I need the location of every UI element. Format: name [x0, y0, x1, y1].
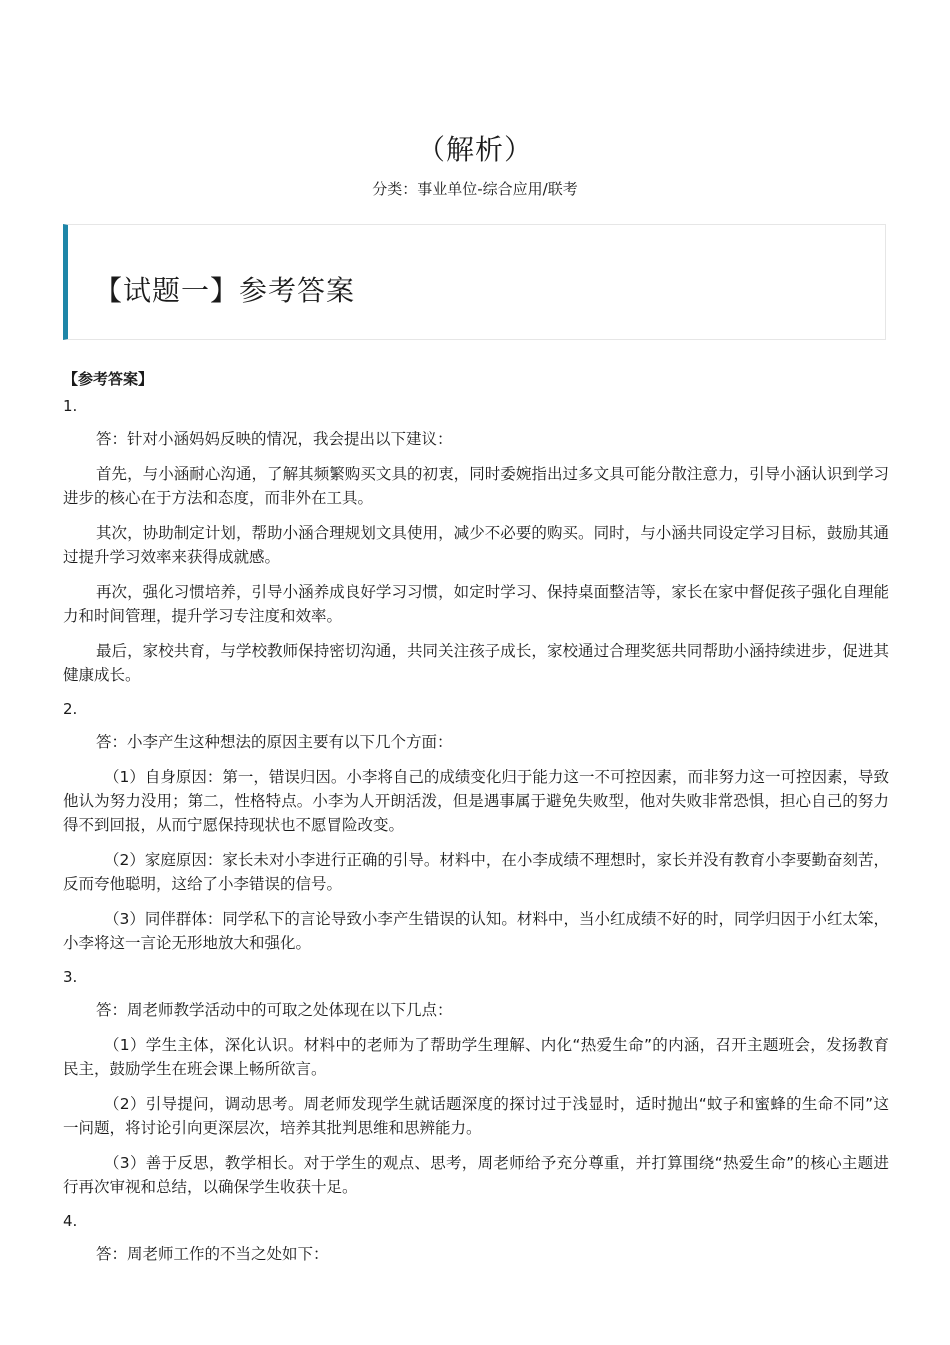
answer-paragraph: （3）善于反思，教学相长。对于学生的观点、思考，周老师给予充分尊重，并打算围绕“热爱生命”的核心主题进行再次审视和总结，以确保学生收获十足。: [63, 1154, 889, 1196]
document-title: （解析）: [416, 133, 533, 166]
question-block-2: [63, 698, 889, 955]
question-number: 3.: [63, 968, 78, 986]
answer-label: 【参考答案】: [63, 370, 154, 388]
question-block-4: [63, 1210, 889, 1266]
answer-paragraph: （2）家庭原因：家长未对小李进行正确的引导。材料中，在小李成绩不理想时，家长并没有教育小李要勤奋刻苦，反而夸他聪明，这给了小李错误的信号。: [63, 851, 889, 893]
answer-paragraph: （3）同伴群体：同学私下的言论导致小李产生错误的认知。材料中，当小红成绩不好的时，同学归因于小红太笨，小李将这一言论无形地放大和强化。: [63, 910, 889, 952]
answer-paragraph: （1）学生主体，深化认识。材料中的老师为了帮助学生理解、内化“热爱生命”的内涵，召开主题班会，发扬教育民主，鼓励学生在班会课上畅所欲言。: [63, 1036, 889, 1078]
section-heading: 【试题一】参考答案: [94, 274, 356, 307]
section-header-box: [63, 224, 886, 340]
answer-paragraph: 再次，强化习惯培养，引导小涵养成良好学习习惯，如定时学习、保持桌面整洁等，家长在家中督促孩子强化自理能力和时间管理，提升学习专注度和效率。: [63, 583, 889, 625]
answer-paragraph: 答：周老师教学活动中的可取之处体现在以下几点：: [96, 1001, 453, 1019]
question-block-3: [63, 966, 889, 1199]
answer-paragraph: 答：针对小涵妈妈反映的情况，我会提出以下建议：: [96, 430, 453, 448]
answer-paragraph: 答：周老师工作的不当之处如下：: [96, 1245, 329, 1263]
question-number: 2.: [63, 700, 78, 718]
answer-paragraph: （2）引导提问，调动思考。周老师发现学生就话题深度的探讨过于浅显时，适时抛出“蚊子和蜜蜂的生命不同”这一问题，将讨论引向更深层次，培养其批判思维和思辨能力。: [63, 1095, 889, 1137]
document-category: 分类：事业单位-综合应用/联考: [372, 180, 578, 198]
question-number: 1.: [63, 397, 78, 415]
answer-paragraph: 最后，家校共育，与学校教师保持密切沟通，共同关注孩子成长，家校通过合理奖惩共同帮助小涵持续进步，促进其健康成长。: [63, 642, 889, 684]
answer-content: [63, 368, 889, 1277]
answer-paragraph: 首先，与小涵耐心沟通，了解其频繁购买文具的初衷，同时委婉指出过多文具可能分散注意力，引导小涵认识到学习进步的核心在于方法和态度，而非外在工具。: [63, 465, 889, 507]
question-block-1: [63, 395, 889, 687]
question-number: 4.: [63, 1212, 78, 1230]
answer-paragraph: （1）自身原因：第一，错误归因。小李将自己的成绩变化归于能力这一不可控因素，而非努力这一可控因素，导致他认为努力没用；第二，性格特点。小李为人开朗活泼，但是遇事属于避免失败型，他对失败非常恐惧，担心自己的努力得不到回报，从而宁愿保持现状也不愿冒险改变。: [63, 768, 889, 834]
answer-paragraph: 答：小李产生这种想法的原因主要有以下几个方面：: [96, 733, 453, 751]
answer-paragraph: 其次，协助制定计划，帮助小涵合理规划文具使用，减少不必要的购买。同时，与小涵共同设定学习目标，鼓励其通过提升学习效率来获得成就感。: [63, 524, 889, 566]
